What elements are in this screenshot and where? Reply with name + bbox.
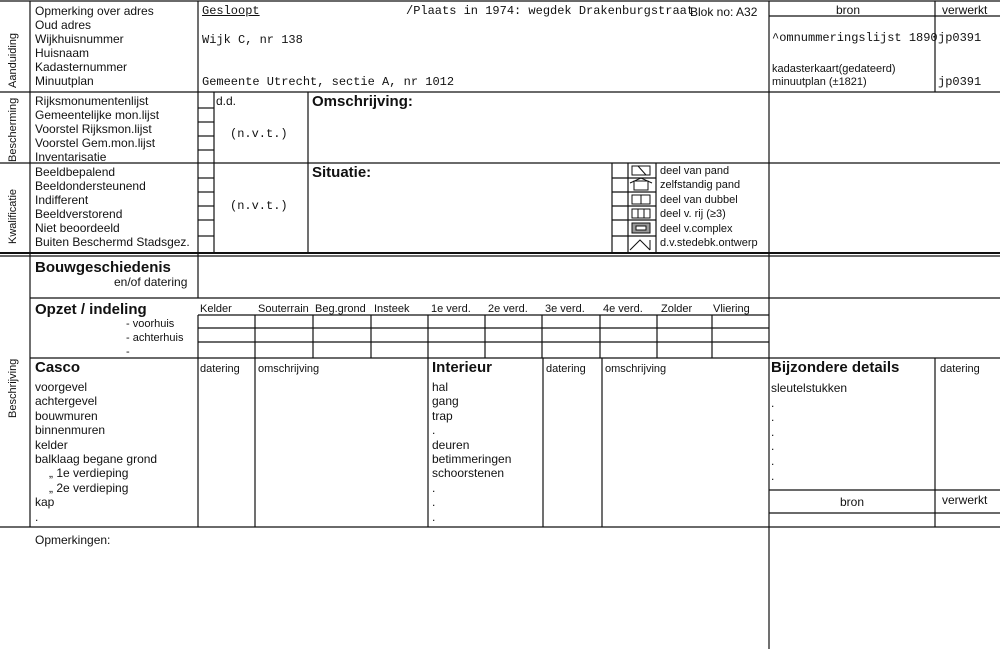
bijzondere-blank-5: . [771, 453, 775, 468]
casco-kelder: kelder [35, 437, 68, 452]
bijzondere-title: Bijzondere details [771, 359, 900, 376]
label-wijkhuisnummer: Wijkhuisnummer [35, 32, 124, 46]
item-voorstel-gemmon: Voorstel Gem.mon.lijst [35, 136, 156, 150]
opzet-col-souterrain: Souterrain [258, 303, 309, 315]
opzet-row-blank: - [126, 346, 130, 358]
interieur-gang: gang [432, 394, 459, 409]
opzet-row-voorhuis: - voorhuis [126, 318, 175, 330]
item-gemeentelijke: Gemeentelijke mon.lijst [35, 108, 160, 122]
bijzondere-verwerkt: verwerkt [942, 493, 988, 507]
casco-blank: . [35, 509, 39, 524]
item-rijksmonumentenlijst: Rijksmonumentenlijst [35, 94, 149, 108]
casco-omschrijving-header: omschrijving [258, 363, 320, 375]
bron-kadasterkaart: kadasterkaart(gedateerd) [772, 63, 896, 75]
bron-minuutplan: minuutplan (±1821) [772, 76, 867, 88]
opmerking-value: Gesloopt [202, 4, 260, 18]
label-oud-adres: Oud adres [35, 18, 92, 32]
interieur-deuren: deuren [432, 437, 470, 452]
bron-header: bron [836, 3, 861, 17]
verwerkt-2: jp0391 [938, 75, 982, 89]
section-aanduiding-label: Aanduiding [7, 32, 19, 88]
interieur-betimmeringen: betimmeringen [432, 452, 512, 467]
pand-type-list [660, 164, 758, 250]
casco-voorgevel: voorgevel [35, 380, 88, 394]
interieur-blank-3: . [432, 495, 436, 510]
bijzondere-datering-header: datering [940, 363, 980, 375]
bijzondere-blank-3: . [771, 424, 775, 439]
casco-list [35, 380, 157, 524]
pand-deel-van-pand: deel van pand [660, 165, 730, 177]
item-inventarisatie: Inventarisatie [35, 150, 107, 164]
bijzondere-blank-2: . [771, 410, 775, 425]
interieur-trap: trap [432, 408, 453, 423]
item-indifferent: Indifferent [35, 193, 89, 207]
item-beeldondersteunend: Beeldondersteunend [35, 179, 146, 193]
bescherming-list [35, 94, 159, 164]
pand-deel-v-rij: deel v. rij (≥3) [660, 208, 726, 221]
label-huisnaam: Huisnaam [35, 46, 90, 60]
opzet-col-vliering: Vliering [713, 303, 750, 315]
bijzondere-sleutelstukken: sleutelstukken [771, 381, 848, 395]
label-minuutplan: Minuutplan [35, 74, 94, 88]
casco-datering-header: datering [200, 363, 240, 375]
casco-balklaag: balklaag begane grond [35, 452, 158, 467]
casco-bouwmuren: bouwmuren [35, 408, 98, 423]
opzet-col-kelder: Kelder [200, 303, 232, 315]
pand-zelfstandig: zelfstandig pand [660, 179, 741, 192]
bescherming-nvt: (n.v.t.) [230, 127, 288, 141]
wijk-value: Wijk C, nr 138 [202, 33, 303, 47]
bijzondere-blank-1: . [771, 395, 775, 410]
opzet-col-1e-verd: 1e verd. [431, 303, 471, 315]
interieur-blank-4: . [432, 509, 436, 524]
blok-number: Blok no: A32 [690, 5, 758, 19]
item-niet-beoordeeld: Niet beoordeeld [35, 221, 120, 235]
opmerkingen-label: Opmerkingen: [35, 533, 111, 547]
interieur-omschrijving-header: omschrijving [605, 363, 667, 375]
casco-1e-verdieping: „ 1e verdieping [49, 466, 129, 481]
interieur-hal: hal [432, 380, 449, 394]
kadaster-value: Gemeente Utrecht, sectie A, nr 1012 [202, 75, 455, 89]
opzet-col-4e-verd: 4e verd. [603, 303, 643, 315]
opzet-col-insteek: Insteek [374, 303, 410, 315]
verwerkt-header: verwerkt [942, 3, 988, 17]
interieur-datering-header: datering [546, 363, 586, 375]
situatie-header: Situatie: [312, 164, 372, 181]
opzet-col-2e-verd: 2e verd. [488, 303, 528, 315]
omschrijving-header: Omschrijving: [312, 93, 413, 110]
plaats-note: /Plaats in 1974: wegdek Drakenburgstraat [406, 4, 695, 18]
bijzondere-blank-4: . [771, 439, 775, 454]
item-beeldverstorend: Beeldverstorend [35, 207, 123, 221]
section-bescherming-label: Bescherming [7, 97, 19, 162]
interieur-title: Interieur [432, 359, 493, 376]
bijzondere-blank-6: . [771, 468, 775, 483]
opzet-row-achterhuis: - achterhuis [126, 332, 184, 344]
interieur-list [432, 380, 511, 524]
bouwgeschiedenis-sub: en/of datering [114, 275, 188, 289]
casco-kap: kap [35, 495, 55, 510]
bron-omnummeringslijst: ^omnummeringslijst 1890 [772, 31, 938, 45]
label-kadasternummer: Kadasternummer [35, 60, 128, 74]
kwalificatie-list [35, 165, 190, 249]
casco-binnenmuren: binnenmuren [35, 423, 106, 438]
bijzondere-bron: bron [840, 495, 865, 509]
section-beschrijving-label: Beschrijving [7, 358, 19, 418]
verwerkt-1: jp0391 [938, 31, 982, 45]
kwalificatie-nvt: (n.v.t.) [230, 199, 288, 213]
pand-deel-v-complex: deel v.complex [660, 222, 733, 235]
aanduiding-labels [35, 4, 154, 88]
opzet-col-3e-verd: 3e verd. [545, 303, 585, 315]
item-beeldbepalend: Beeldbepalend [35, 165, 116, 179]
opzet-title: Opzet / indeling [35, 301, 147, 318]
interieur-schoorstenen: schoorstenen [432, 466, 505, 481]
bouwgeschiedenis-title: Bouwgeschiedenis [35, 259, 171, 276]
interieur-blank-2: . [432, 480, 436, 495]
opzet-col-beggrond: Beg.grond [315, 303, 366, 315]
label-opmerking-adres: Opmerking over adres [35, 4, 154, 18]
pand-deel-van-dubbel: deel van dubbel [660, 193, 738, 206]
casco-2e-verdieping: „ 2e verdieping [49, 480, 129, 495]
opzet-col-zolder: Zolder [661, 303, 693, 315]
bijzondere-list [771, 381, 847, 483]
pand-stedebk-ontwerp: d.v.stedebk.ontwerp [660, 237, 758, 250]
item-voorstel-rijksmon: Voorstel Rijksmon.lijst [35, 122, 152, 136]
dd-label: d.d. [216, 94, 237, 108]
casco-achtergevel: achtergevel [35, 394, 98, 409]
interieur-blank-1: . [432, 423, 436, 438]
section-kwalificatie-label: Kwalificatie [7, 188, 19, 244]
item-buiten-beschermd: Buiten Beschermd Stadsgez. [35, 235, 190, 249]
casco-title: Casco [35, 359, 81, 376]
